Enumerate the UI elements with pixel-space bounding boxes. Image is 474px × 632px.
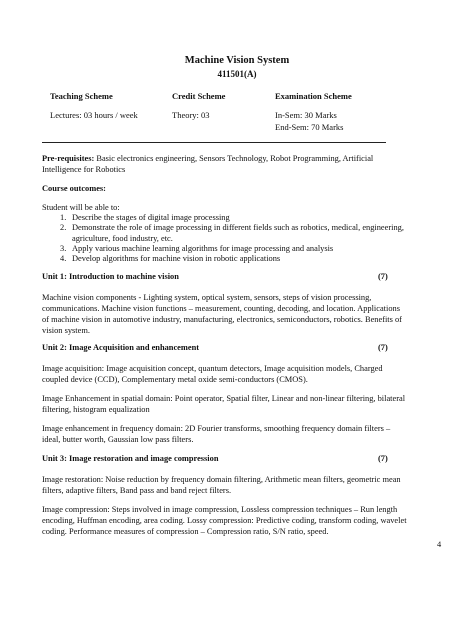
paragraph-line: ideal, butter worth, Gaussian low pass filters. [42, 435, 194, 444]
in-sem-marks: In-Sem: 30 Marks [275, 110, 337, 120]
paragraph-line: coupled device (CCD), Complementary metal oxide semi-conductors (CMOS). [42, 375, 308, 384]
paragraph-line: vision system. [42, 326, 90, 335]
paragraph-line: encoding, Huffman encoding, area coding. Lossy compression: Predictive coding, transform coding, wavelet [42, 516, 407, 525]
list-text: agriculture, food industry, etc. [72, 234, 173, 243]
list-item [60, 222, 432, 244]
page-number: 4 [437, 540, 442, 549]
paragraph-line: communications. Machine vision functions – measurement, counting, decoding, and location. Applications [42, 304, 400, 313]
course-outcomes-heading: Course outcomes: [42, 184, 106, 193]
paragraph-line: Image restoration: Noise reduction by frequency domain filtering, Arithmetic mean filters, geometric mean [42, 475, 401, 484]
teaching-scheme-heading: Teaching Scheme [50, 91, 113, 101]
prerequisites [42, 153, 432, 175]
unit-1-heading: Unit 1: Introduction to machine vision [42, 272, 179, 281]
course-code: 411501(A) [217, 69, 257, 79]
paragraph-line: Image enhancement in frequency domain: 2D Fourier transforms, smoothing frequency domain filters – [42, 424, 391, 433]
unit-3-paragraph [42, 474, 432, 496]
list-number: 2. [60, 223, 67, 232]
end-sem-marks: End-Sem: 70 Marks [275, 122, 344, 132]
prerequisites-line-2: Intelligence for Robotics [42, 165, 126, 174]
list-text: Demonstrate the role of image processing in different fields such as robotics, medical, engineering, [72, 223, 404, 232]
list-item [60, 253, 432, 264]
unit-2-heading: Unit 2: Image Acquisition and enhancement [42, 343, 200, 352]
divider [42, 142, 386, 143]
outcomes-intro: Student will be able to: [42, 203, 120, 212]
paragraph-line: Machine vision components - Lighting system, optical system, sensors, steps of vision processing, [42, 293, 372, 302]
list-text: Describe the stages of digital image processing [72, 213, 230, 222]
paragraph-line: Image compression: Steps involved in image compression, Lossless compression techniques – Run length [42, 505, 398, 514]
paragraph-line: Image acquisition: Image acquisition concept, quantum detectors, Image acquisition models, Charged [42, 364, 383, 373]
credit-scheme-value: Theory: 03 [172, 110, 210, 120]
paragraph-line: coding. Performance measures of compression – Compression ratio, S/N ratio, speed. [42, 527, 329, 536]
unit-1-hours: (7) [378, 272, 388, 281]
list-number: 3. [60, 244, 67, 253]
unit-2-paragraph [42, 393, 432, 415]
unit-3-paragraph [42, 504, 432, 537]
examination-scheme-heading: Examination Scheme [275, 91, 352, 101]
course-title: Machine Vision System [184, 55, 290, 66]
prerequisites-label: Pre-requisites: [42, 154, 95, 163]
list-number: 4. [60, 254, 67, 263]
unit-2-paragraph [42, 363, 432, 385]
list-number: 1. [60, 213, 67, 222]
unit-2-paragraph [42, 423, 432, 445]
credit-scheme-heading: Credit Scheme [172, 91, 226, 101]
paragraph-line: Image Enhancement in spatial domain: Point operator, Spatial filter, Linear and non-linear filtering, bilateral [42, 394, 406, 403]
unit-3-hours: (7) [378, 454, 388, 463]
paragraph-line: filters, adaptive filters, Band pass and band reject filters. [42, 486, 232, 495]
unit-2-hours: (7) [378, 343, 388, 352]
list-text: Apply various machine learning algorithms for image processing and analysis [72, 244, 334, 253]
prerequisites-line-1: Basic electronics engineering, Sensors Technology, Robot Programming, Artificial [96, 154, 374, 163]
unit-1-paragraph [42, 292, 432, 336]
list-text: Develop algorithms for machine vision in robotic applications [72, 254, 281, 263]
unit-3-heading: Unit 3: Image restoration and image compression [42, 454, 219, 463]
teaching-scheme-value: Lectures: 03 hours / week [50, 110, 138, 120]
paragraph-line: filtering, histogram equalization [42, 405, 150, 414]
paragraph-line: of machine vision in automotive industry, manufacturing, electronics, semiconductors, robotics. Benefits of [42, 315, 402, 324]
